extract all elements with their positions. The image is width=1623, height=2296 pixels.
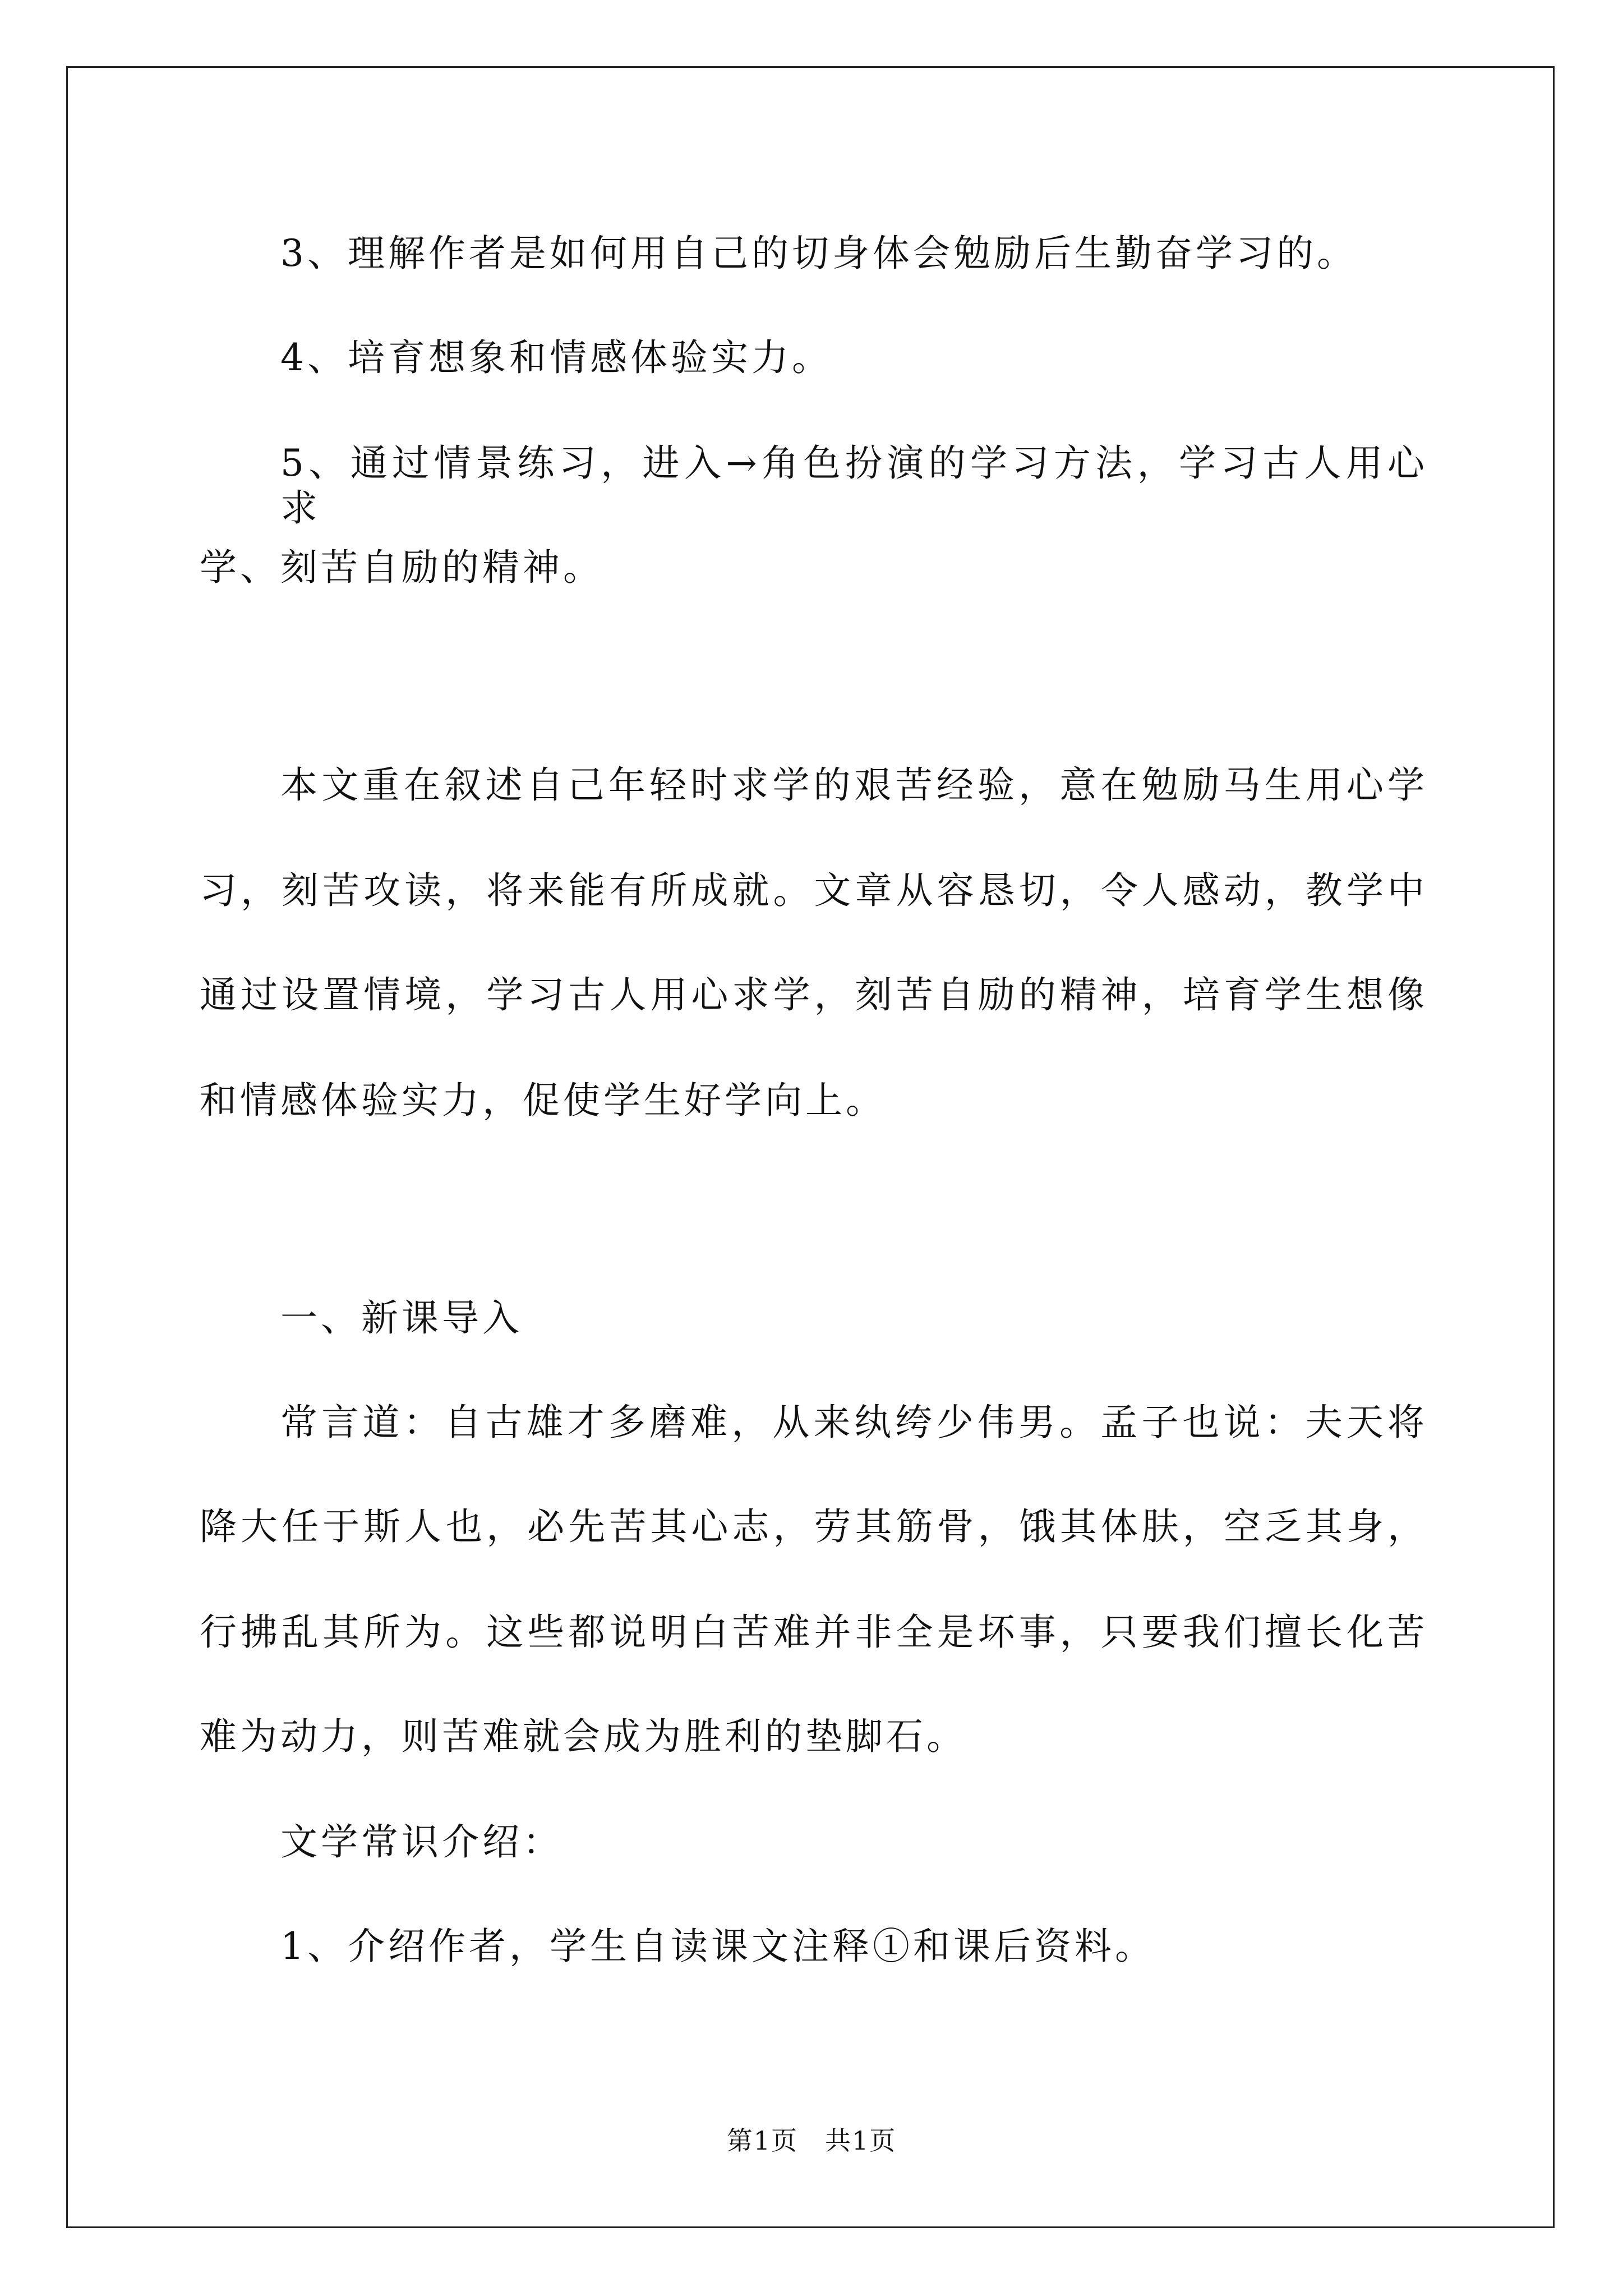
intro-line-3: 行拂乱其所为。这些都说明白苦难并非全是坏事，只要我们擅长化苦: [200, 1611, 1428, 1654]
intro-line-1: 常言道：自古雄才多磨难，从来纨绔少伟男。孟子也说：夫天将: [280, 1401, 1428, 1444]
analysis-line-4: 和情感体验实力，促使学生好学向上。: [200, 1079, 886, 1122]
analysis-line-2: 习，刻苦攻读，将来能有所成就。文章从容恳切，令人感动，教学中: [200, 869, 1428, 912]
literary-knowledge-item-1: 1、介绍作者，学生自读课文注释①和课后资料。: [280, 1925, 1155, 1968]
objective-3: 3、理解作者是如何用自己的切身体会勉励后生勤奋学习的。: [280, 232, 1357, 275]
literary-knowledge-heading: 文学常识介绍：: [280, 1820, 563, 1864]
objective-5-line-1: 5、通过情景练习，进入→角色扮演的学习方法，学习古人用心求: [280, 441, 1428, 530]
intro-line-2: 降大任于斯人也，必先苦其心志，劳其筋骨，饿其体肤，空乏其身，: [200, 1505, 1428, 1548]
page-footer: 第1页 共1页: [726, 2125, 897, 2156]
analysis-line-3: 通过设置情境，学习古人用心求学，刻苦自励的精神，培育学生想像: [200, 973, 1428, 1016]
section-heading: 一、新课导入: [280, 1296, 523, 1340]
analysis-line-1: 本文重在叙述自己年轻时求学的艰苦经验，意在勉励马生用心学: [280, 763, 1428, 807]
objective-4: 4、培育想象和情感体验实力。: [280, 336, 832, 379]
page-border: [66, 66, 1555, 2228]
intro-line-4: 难为动力，则苦难就会成为胜利的垫脚石。: [200, 1715, 967, 1758]
objective-5-line-2: 学、刻苦自励的精神。: [200, 546, 603, 589]
